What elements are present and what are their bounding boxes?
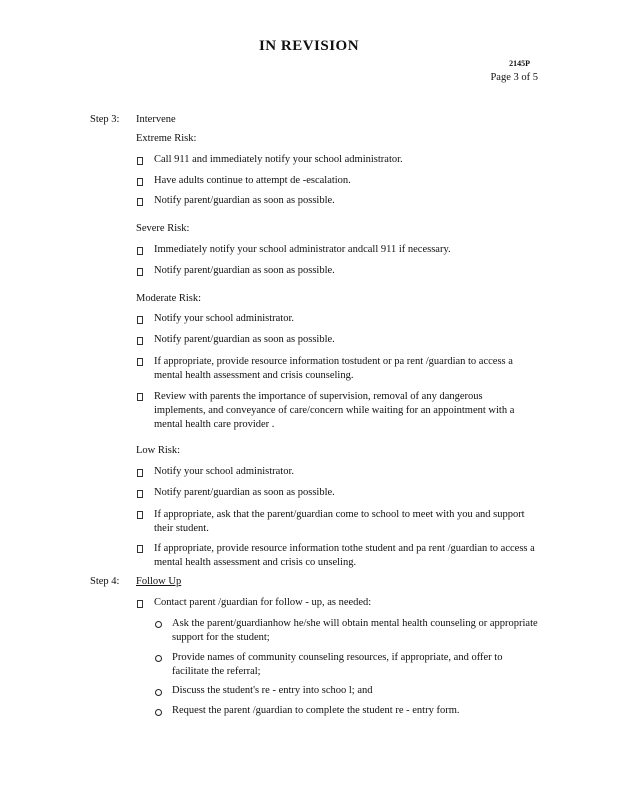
list-item: If appropriate, provide resource information tothe student and pa rent /guardian to access a mental health assessment and crisis co unseling. (154, 543, 535, 568)
bullet-square-icon (137, 178, 143, 186)
sub-list-item: Discuss the student's re - entry into schoo l; and (172, 685, 373, 696)
bullet-square-icon (137, 469, 143, 477)
document-code: 2145P (509, 59, 530, 68)
bullet-circle-icon (155, 655, 162, 662)
list-item: Notify parent/guardian as soon as possible. (154, 195, 335, 206)
step-4-heading: Follow Up (136, 576, 182, 587)
bullet-square-icon (137, 268, 143, 276)
moderate-risk-heading: Moderate Risk: (136, 293, 202, 304)
list-item: Notify parent/guardian as soon as possible. (154, 487, 335, 498)
extreme-risk-heading: Extreme Risk: (136, 133, 197, 144)
list-item: Review with parents the importance of supervision, removal of any dangerous implements, and conveyance of care/concern while waiting for an appointment with a mental health care provider . (154, 391, 515, 430)
list-item: Notify your school administrator. (154, 313, 294, 324)
step-3-label: Step 3: (90, 114, 120, 125)
bullet-square-icon (137, 490, 143, 498)
bullet-square-icon (137, 545, 143, 553)
bullet-square-icon (137, 157, 143, 165)
bullet-square-icon (137, 247, 143, 255)
sub-list-item: Ask the parent/guardianhow he/she will obtain mental health counseling or appropriate support for the student; (172, 618, 538, 643)
bullet-circle-icon (155, 689, 162, 696)
sub-list-item: Request the parent /guardian to complete the student re - entry form. (172, 705, 460, 716)
bullet-square-icon (137, 600, 143, 608)
list-item: If appropriate, provide resource information tostudent or pa rent /guardian to access a mental health assessment and crisis counseling. (154, 356, 513, 381)
step-3-heading: Intervene (136, 114, 176, 125)
list-item: Call 911 and immediately notify your school administrator. (154, 154, 403, 165)
bullet-square-icon (137, 393, 143, 401)
page-title: IN REVISION (258, 38, 360, 54)
step-4-label: Step 4: (90, 576, 120, 587)
bullet-square-icon (137, 337, 143, 345)
bullet-square-icon (137, 198, 143, 206)
list-item: Notify parent/guardian as soon as possible. (154, 334, 335, 345)
bullet-circle-icon (155, 709, 162, 716)
page-number: Page 3 of 5 (490, 72, 538, 83)
bullet-circle-icon (155, 621, 162, 628)
bullet-square-icon (137, 316, 143, 324)
list-item: Have adults continue to attempt de -escalation. (154, 175, 351, 186)
list-item: If appropriate, ask that the parent/guardian come to school to meet with you and support their student. (154, 509, 525, 534)
list-item: Notify your school administrator. (154, 466, 294, 477)
bullet-square-icon (137, 358, 143, 366)
list-item: Notify parent/guardian as soon as possible. (154, 265, 335, 276)
sub-list-item: Provide names of community counseling resources, if appropriate, and offer to facilitate the referral; (172, 652, 503, 677)
list-item: Contact parent /guardian for follow - up, as needed: (154, 597, 372, 608)
list-item: Immediately notify your school administrator andcall 911 if necessary. (154, 244, 451, 255)
severe-risk-heading: Severe Risk: (136, 223, 190, 234)
bullet-square-icon (137, 511, 143, 519)
low-risk-heading: Low Risk: (136, 445, 181, 456)
